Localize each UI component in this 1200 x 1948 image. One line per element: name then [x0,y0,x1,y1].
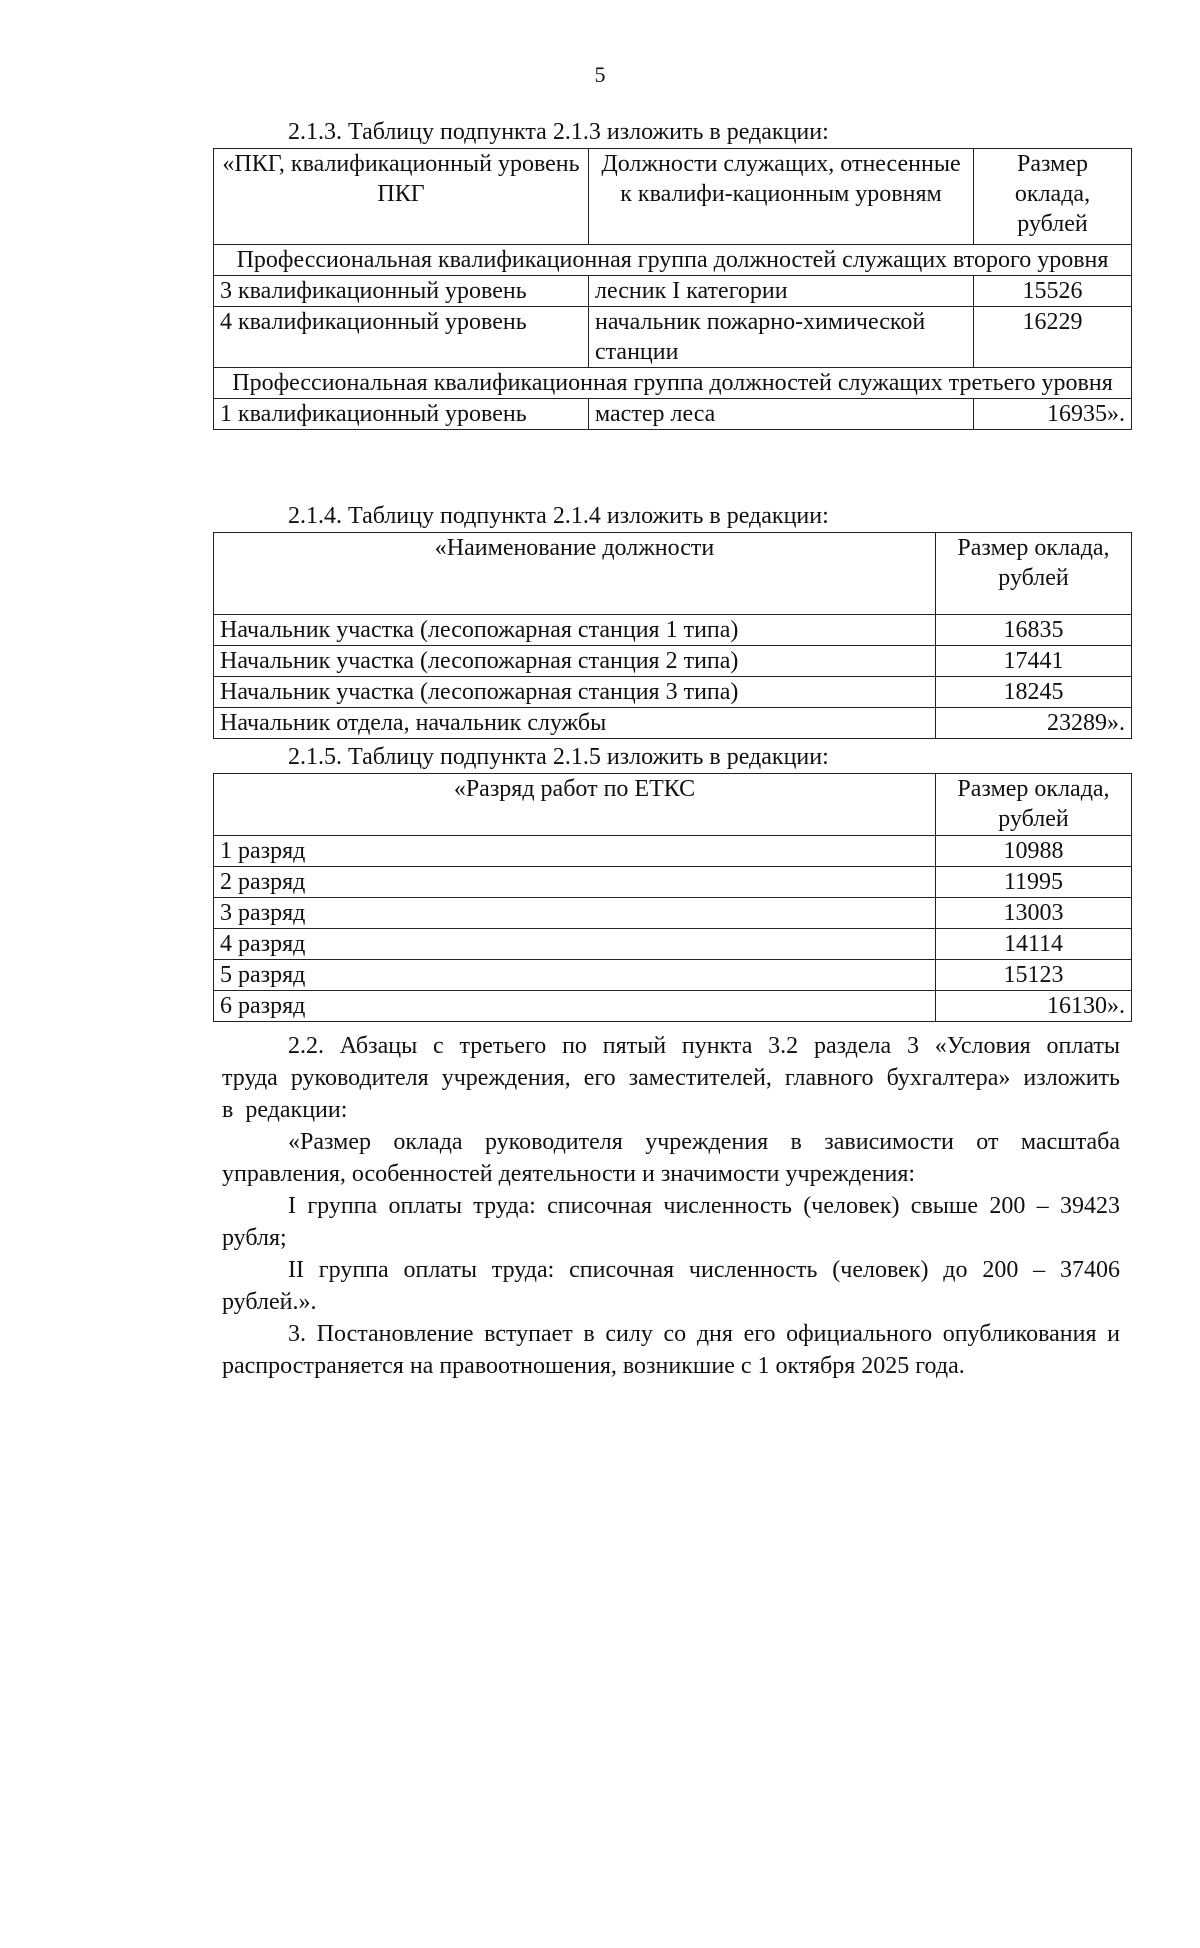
salary-cell: 23289». [936,708,1132,739]
table-header-row [214,149,1132,245]
grade-cell: 4 разряд [214,929,936,960]
position-name-cell: Начальник участка (лесопожарная станция 3 типа) [214,677,936,708]
paragraph-salary-intro: «Размер оклада руководителя учреждения в зависимости от масштаба управления, особенностей деятельности и значимости учреждения: [222,1129,1120,1187]
position-name-cell: Начальник отдела, начальник службы [214,708,936,739]
table-row [214,929,1132,960]
level-cell: 1 квалификационный уровень [214,399,589,430]
caption-2-1-5: 2.1.5. Таблицу подпункта 2.1.5 изложить в редакции: [288,744,829,770]
salary-cell: 18245 [936,677,1132,708]
salary-cell: 10988 [936,836,1132,867]
salary-cell: 16130». [936,991,1132,1022]
level-cell: 4 квалификационный уровень [214,307,589,368]
paragraph-group-1: I группа оплаты труда: списочная численность (человек) свыше 200 – 39423 рубля; [222,1193,1120,1251]
table-row [214,646,1132,677]
table-row [214,399,1132,430]
table-row [214,867,1132,898]
position-cell: начальник пожарно-химической станции [589,307,974,368]
header-salary: Размер оклада, рублей [974,149,1132,245]
grade-cell: 2 разряд [214,867,936,898]
position-cell: лесник I категории [589,276,974,307]
group-label: Профессиональная квалификационная группа должностей служащих второго уровня [214,245,1132,276]
salary-cell: 17441 [936,646,1132,677]
header-salary: Размер оклада, рублей [936,774,1132,836]
table-row [214,307,1132,368]
header-salary: Размер оклада, рублей [936,533,1132,615]
salary-cell: 16229 [974,307,1132,368]
table-row [214,708,1132,739]
header-position-name: «Наименование должности [214,533,936,615]
table-2-1-4 [213,532,1132,739]
position-name-cell: Начальник участка (лесопожарная станция 2 типа) [214,646,936,677]
salary-cell: 11995 [936,867,1132,898]
group-row [214,245,1132,276]
caption-2-1-4: 2.1.4. Таблицу подпункта 2.1.4 изложить в редакции: [288,503,829,529]
salary-cell: 13003 [936,898,1132,929]
level-cell: 3 квалификационный уровень [214,276,589,307]
position-name-cell: Начальник участка (лесопожарная станция 1 типа) [214,615,936,646]
salary-cell: 16935». [974,399,1132,430]
table-2-1-3 [213,148,1132,430]
salary-cell: 16835 [936,615,1132,646]
header-positions: Должности служащих, отнесенные к квалифи-кационным уровням [589,149,974,245]
grade-cell: 3 разряд [214,898,936,929]
table-row [214,276,1132,307]
salary-cell: 15123 [936,960,1132,991]
table-2-1-5 [213,773,1132,1022]
caption-2-1-3: 2.1.3. Таблицу подпункта 2.1.3 изложить в редакции: [288,119,829,145]
paragraph-group-2: II группа оплаты труда: списочная численность (человек) до 200 – 37406 рублей.». [222,1257,1120,1315]
table-header-row [214,774,1132,836]
position-cell: мастер леса [589,399,974,430]
table-row [214,991,1132,1022]
table-row [214,898,1132,929]
group-label: Профессиональная квалификационная группа должностей служащих третьего уровня [214,368,1132,399]
grade-cell: 6 разряд [214,991,936,1022]
header-grade: «Разряд работ по ЕТКС [214,774,936,836]
table-row [214,960,1132,991]
table-row [214,615,1132,646]
grade-cell: 5 разряд [214,960,936,991]
group-row [214,368,1132,399]
table-header-row [214,533,1132,615]
table-row [214,677,1132,708]
paragraph-3: 3. Постановление вступает в силу со дня его официального опубликования и распространяется на правоотношения, возникшие с 1 октября 2025 года. [222,1321,1120,1379]
table-row [214,836,1132,867]
grade-cell: 1 разряд [214,836,936,867]
header-pkg-level: «ПКГ, квалификационный уровень ПКГ [214,149,589,245]
salary-cell: 15526 [974,276,1132,307]
salary-cell: 14114 [936,929,1132,960]
body-text [222,1030,1120,1382]
paragraph-2-2: 2.2. Абзацы с третьего по пятый пункта 3.2 раздела 3 «Условия оплаты труда руководителя учреждения, его заместителей, главного бухгалтера» изложить в редакции: [222,1033,1120,1123]
page-number: 5 [594,62,606,87]
